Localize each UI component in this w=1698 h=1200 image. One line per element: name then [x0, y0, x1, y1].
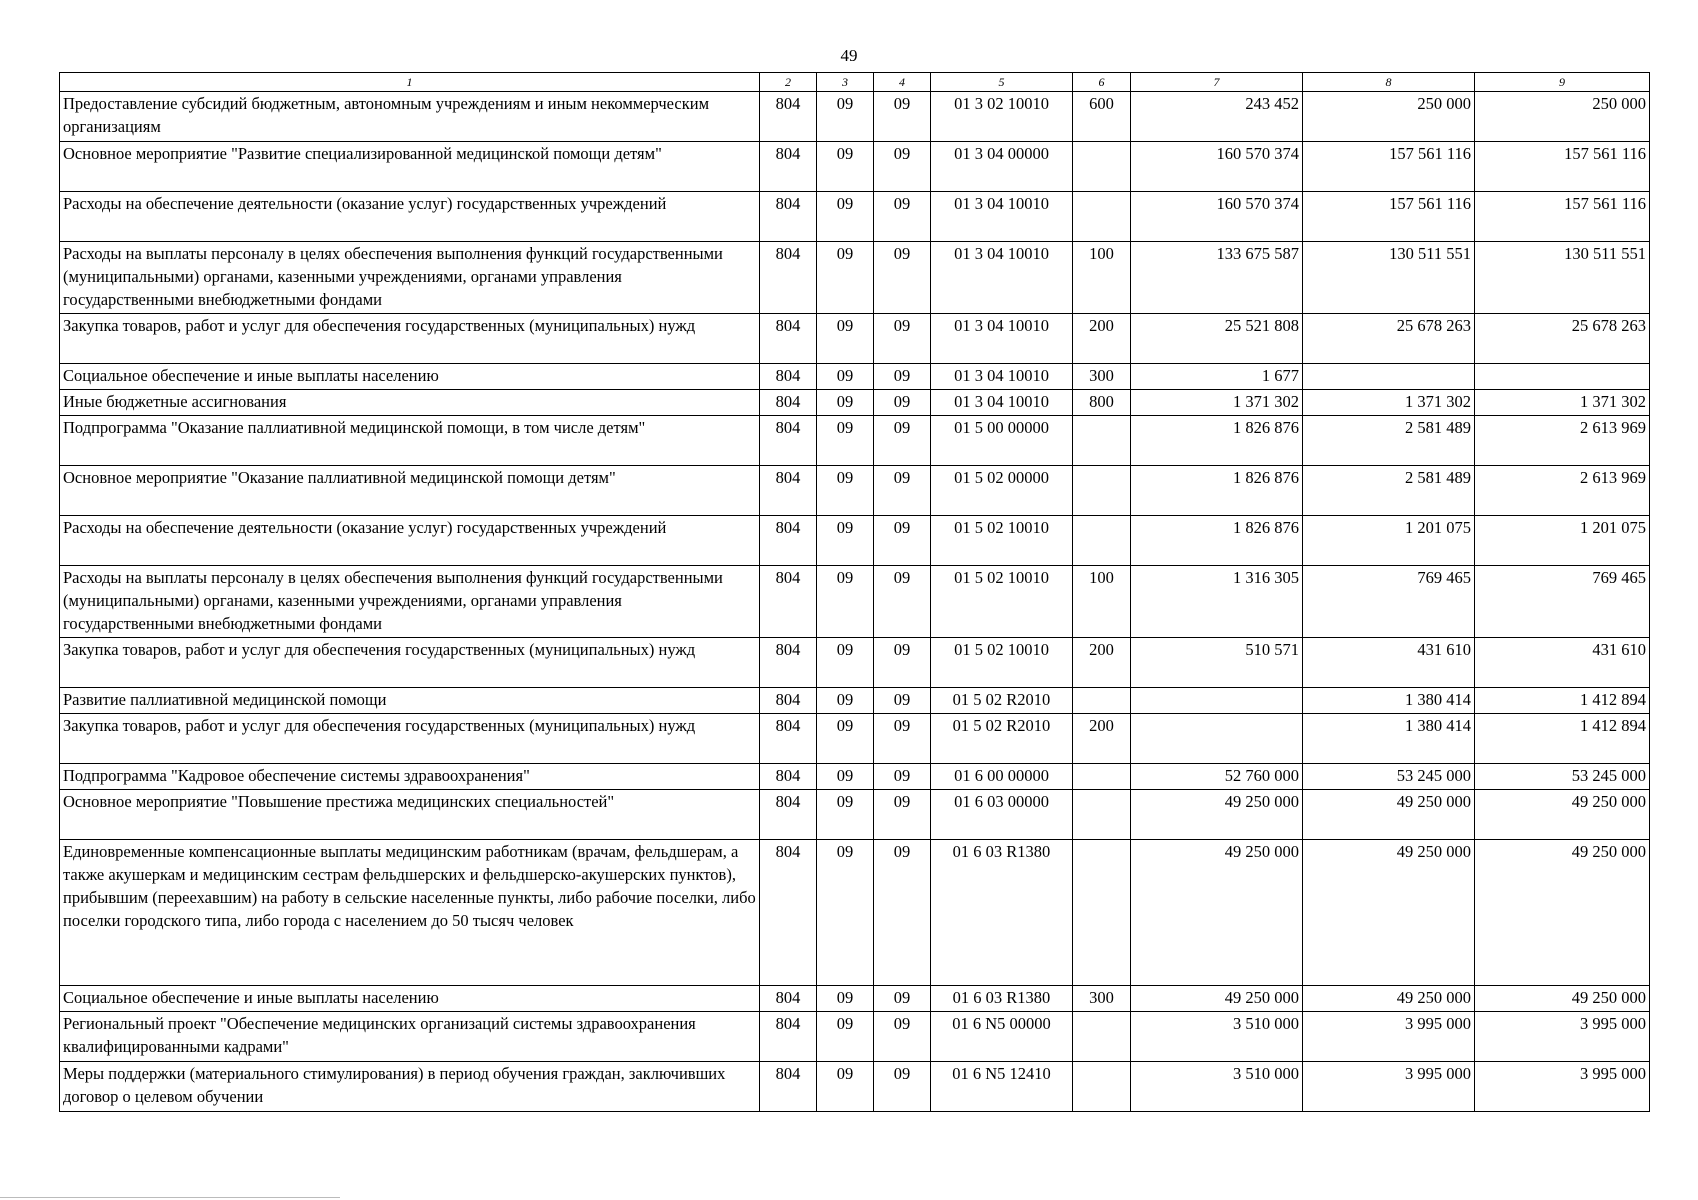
cell-c4: 09	[874, 390, 931, 416]
table-row	[60, 764, 1650, 790]
cell-c3: 09	[817, 142, 874, 192]
cell-c2: 804	[760, 466, 817, 516]
cell-c5: 01 5 02 10010	[931, 566, 1073, 638]
column-header: 6	[1073, 73, 1131, 92]
table-body	[60, 92, 1650, 1112]
row-name-cell: Единовременные компенсационные выплаты медицинским работникам (врачам, фельдшерам, а также акушеркам и медицинским сестрам фельдшерских и фельдшерско-акушерских пунктов), прибывшим (переехавшим) на работу в сельские населенные пункты, либо рабочие поселки, либо поселки городского типа, либо города с населением до 50 тысяч человек	[60, 840, 760, 986]
cell-c9: 1 412 894	[1475, 688, 1650, 714]
page-number: 49	[840, 46, 858, 65]
cell-c7: 1 677	[1131, 364, 1303, 390]
cell-c3: 09	[817, 1012, 874, 1062]
cell-c2: 804	[760, 790, 817, 840]
cell-c8: 2 581 489	[1303, 416, 1475, 466]
row-name-cell: Расходы на выплаты персоналу в целях обеспечения выполнения функций государственными (муниципальными) органами, казенными учреждениями, органами управления государственными внебюджетными фондами	[60, 566, 760, 638]
cell-c9: 130 511 551	[1475, 242, 1650, 314]
cell-c6	[1073, 516, 1131, 566]
table-row	[60, 142, 1650, 192]
table-row	[60, 714, 1650, 764]
cell-c5: 01 5 02 R2010	[931, 714, 1073, 764]
cell-c9: 2 613 969	[1475, 416, 1650, 466]
cell-c9: 769 465	[1475, 566, 1650, 638]
cell-c7: 1 371 302	[1131, 390, 1303, 416]
cell-c6	[1073, 764, 1131, 790]
cell-c2: 804	[760, 714, 817, 764]
cell-c8: 49 250 000	[1303, 986, 1475, 1012]
table-row	[60, 638, 1650, 688]
cell-c9: 25 678 263	[1475, 314, 1650, 364]
cell-c5: 01 3 04 00000	[931, 142, 1073, 192]
cell-c9: 1 412 894	[1475, 714, 1650, 764]
table-row	[60, 1062, 1650, 1112]
cell-c7: 25 521 808	[1131, 314, 1303, 364]
row-name-cell: Подпрограмма "Оказание паллиативной медицинской помощи, в том числе детям"	[60, 416, 760, 466]
cell-c6: 100	[1073, 566, 1131, 638]
row-name-cell: Предоставление субсидий бюджетным, автономным учреждениям и иным некоммерческим организациям	[60, 92, 760, 142]
cell-c9: 250 000	[1475, 92, 1650, 142]
cell-c8: 49 250 000	[1303, 790, 1475, 840]
cell-c2: 804	[760, 314, 817, 364]
cell-c5: 01 5 02 10010	[931, 516, 1073, 566]
cell-c5: 01 5 00 00000	[931, 416, 1073, 466]
table-row	[60, 314, 1650, 364]
cell-c6: 600	[1073, 92, 1131, 142]
table-row	[60, 688, 1650, 714]
row-name-cell: Расходы на обеспечение деятельности (оказание услуг) государственных учреждений	[60, 192, 760, 242]
cell-c4: 09	[874, 840, 931, 986]
cell-c7: 3 510 000	[1131, 1062, 1303, 1112]
cell-c8: 1 371 302	[1303, 390, 1475, 416]
cell-c9: 49 250 000	[1475, 986, 1650, 1012]
cell-c4: 09	[874, 790, 931, 840]
cell-c6: 200	[1073, 314, 1131, 364]
cell-c8	[1303, 364, 1475, 390]
cell-c4: 09	[874, 242, 931, 314]
cell-c2: 804	[760, 242, 817, 314]
cell-c3: 09	[817, 790, 874, 840]
table-row	[60, 986, 1650, 1012]
cell-c8: 1 201 075	[1303, 516, 1475, 566]
row-name-cell: Меры поддержки (материального стимулирования) в период обучения граждан, заключивших договор о целевом обучении	[60, 1062, 760, 1112]
cell-c8: 1 380 414	[1303, 688, 1475, 714]
cell-c2: 804	[760, 390, 817, 416]
cell-c3: 09	[817, 714, 874, 764]
cell-c7: 52 760 000	[1131, 764, 1303, 790]
cell-c5: 01 3 04 10010	[931, 192, 1073, 242]
cell-c5: 01 6 03 R1380	[931, 840, 1073, 986]
table-row	[60, 192, 1650, 242]
cell-c2: 804	[760, 764, 817, 790]
cell-c6	[1073, 142, 1131, 192]
cell-c9: 3 995 000	[1475, 1012, 1650, 1062]
cell-c4: 09	[874, 714, 931, 764]
cell-c2: 804	[760, 1062, 817, 1112]
row-name-cell: Расходы на выплаты персоналу в целях обеспечения выполнения функций государственными (муниципальными) органами, казенными учреждениями, органами управления государственными внебюджетными фондами	[60, 242, 760, 314]
cell-c4: 09	[874, 764, 931, 790]
row-name-cell: Расходы на обеспечение деятельности (оказание услуг) государственных учреждений	[60, 516, 760, 566]
cell-c9: 157 561 116	[1475, 192, 1650, 242]
cell-c2: 804	[760, 516, 817, 566]
cell-c4: 09	[874, 638, 931, 688]
row-name-cell: Подпрограмма "Кадровое обеспечение системы здравоохранения"	[60, 764, 760, 790]
row-name-cell: Основное мероприятие "Повышение престижа медицинских специальностей"	[60, 790, 760, 840]
cell-c8: 53 245 000	[1303, 764, 1475, 790]
cell-c4: 09	[874, 142, 931, 192]
cell-c2: 804	[760, 364, 817, 390]
cell-c3: 09	[817, 466, 874, 516]
column-number-row	[60, 73, 1650, 92]
cell-c7: 49 250 000	[1131, 840, 1303, 986]
cell-c2: 804	[760, 638, 817, 688]
table-row	[60, 416, 1650, 466]
cell-c9	[1475, 364, 1650, 390]
cell-c7: 3 510 000	[1131, 1012, 1303, 1062]
cell-c4: 09	[874, 466, 931, 516]
cell-c7: 49 250 000	[1131, 790, 1303, 840]
column-header: 4	[874, 73, 931, 92]
cell-c5: 01 6 N5 00000	[931, 1012, 1073, 1062]
cell-c7: 49 250 000	[1131, 986, 1303, 1012]
cell-c3: 09	[817, 688, 874, 714]
table-row	[60, 566, 1650, 638]
table-row	[60, 364, 1650, 390]
cell-c3: 09	[817, 192, 874, 242]
row-name-cell: Основное мероприятие "Оказание паллиативной медицинской помощи детям"	[60, 466, 760, 516]
cell-c8: 3 995 000	[1303, 1012, 1475, 1062]
cell-c6	[1073, 416, 1131, 466]
row-name-cell: Закупка товаров, работ и услуг для обеспечения государственных (муниципальных) нужд	[60, 638, 760, 688]
cell-c2: 804	[760, 688, 817, 714]
cell-c3: 09	[817, 390, 874, 416]
cell-c7: 1 826 876	[1131, 466, 1303, 516]
cell-c3: 09	[817, 1062, 874, 1112]
cell-c6	[1073, 1062, 1131, 1112]
column-header: 5	[931, 73, 1073, 92]
cell-c7	[1131, 688, 1303, 714]
cell-c5: 01 3 04 10010	[931, 390, 1073, 416]
cell-c2: 804	[760, 192, 817, 242]
cell-c6: 300	[1073, 986, 1131, 1012]
cell-c9: 49 250 000	[1475, 840, 1650, 986]
cell-c9: 49 250 000	[1475, 790, 1650, 840]
cell-c3: 09	[817, 416, 874, 466]
column-header: 2	[760, 73, 817, 92]
cell-c6: 100	[1073, 242, 1131, 314]
cell-c9: 2 613 969	[1475, 466, 1650, 516]
cell-c6	[1073, 1012, 1131, 1062]
table-row	[60, 1012, 1650, 1062]
table-row	[60, 390, 1650, 416]
cell-c8: 157 561 116	[1303, 192, 1475, 242]
cell-c6	[1073, 192, 1131, 242]
scan-artifact	[0, 1197, 340, 1198]
cell-c4: 09	[874, 1062, 931, 1112]
cell-c4: 09	[874, 192, 931, 242]
cell-c5: 01 5 02 00000	[931, 466, 1073, 516]
table-row	[60, 840, 1650, 986]
cell-c5: 01 6 N5 12410	[931, 1062, 1073, 1112]
table-row	[60, 790, 1650, 840]
cell-c6: 200	[1073, 714, 1131, 764]
cell-c3: 09	[817, 566, 874, 638]
cell-c5: 01 3 04 10010	[931, 364, 1073, 390]
cell-c6	[1073, 790, 1131, 840]
cell-c7: 160 570 374	[1131, 192, 1303, 242]
row-name-cell: Основное мероприятие "Развитие специализированной медицинской помощи детям"	[60, 142, 760, 192]
table-row	[60, 516, 1650, 566]
budget-table	[59, 72, 1650, 1112]
cell-c6	[1073, 840, 1131, 986]
cell-c3: 09	[817, 314, 874, 364]
cell-c2: 804	[760, 416, 817, 466]
cell-c6: 300	[1073, 364, 1131, 390]
cell-c7: 510 571	[1131, 638, 1303, 688]
cell-c7: 1 316 305	[1131, 566, 1303, 638]
row-name-cell: Закупка товаров, работ и услуг для обеспечения государственных (муниципальных) нужд	[60, 714, 760, 764]
cell-c2: 804	[760, 566, 817, 638]
cell-c8: 49 250 000	[1303, 840, 1475, 986]
cell-c6	[1073, 688, 1131, 714]
cell-c2: 804	[760, 142, 817, 192]
cell-c2: 804	[760, 92, 817, 142]
cell-c2: 804	[760, 840, 817, 986]
cell-c7	[1131, 714, 1303, 764]
row-name-cell: Региональный проект "Обеспечение медицинских организаций системы здравоохранения квалифицированными кадрами"	[60, 1012, 760, 1062]
cell-c8: 250 000	[1303, 92, 1475, 142]
column-header: 3	[817, 73, 874, 92]
cell-c9: 3 995 000	[1475, 1062, 1650, 1112]
cell-c3: 09	[817, 764, 874, 790]
cell-c3: 09	[817, 516, 874, 566]
cell-c4: 09	[874, 1012, 931, 1062]
row-name-cell: Социальное обеспечение и иные выплаты населению	[60, 986, 760, 1012]
cell-c4: 09	[874, 986, 931, 1012]
cell-c3: 09	[817, 242, 874, 314]
cell-c4: 09	[874, 416, 931, 466]
cell-c5: 01 3 04 10010	[931, 242, 1073, 314]
cell-c4: 09	[874, 516, 931, 566]
row-name-cell: Развитие паллиативной медицинской помощи	[60, 688, 760, 714]
cell-c5: 01 5 02 R2010	[931, 688, 1073, 714]
cell-c8: 130 511 551	[1303, 242, 1475, 314]
cell-c3: 09	[817, 840, 874, 986]
column-header: 7	[1131, 73, 1303, 92]
cell-c9: 1 201 075	[1475, 516, 1650, 566]
table-row	[60, 242, 1650, 314]
cell-c8: 1 380 414	[1303, 714, 1475, 764]
table-row	[60, 466, 1650, 516]
cell-c4: 09	[874, 688, 931, 714]
cell-c5: 01 6 00 00000	[931, 764, 1073, 790]
cell-c5: 01 5 02 10010	[931, 638, 1073, 688]
cell-c7: 243 452	[1131, 92, 1303, 142]
table-row	[60, 92, 1650, 142]
cell-c8: 2 581 489	[1303, 466, 1475, 516]
cell-c4: 09	[874, 364, 931, 390]
cell-c8: 157 561 116	[1303, 142, 1475, 192]
cell-c8: 431 610	[1303, 638, 1475, 688]
cell-c3: 09	[817, 92, 874, 142]
cell-c4: 09	[874, 566, 931, 638]
row-name-cell: Социальное обеспечение и иные выплаты населению	[60, 364, 760, 390]
cell-c8: 769 465	[1303, 566, 1475, 638]
cell-c6	[1073, 466, 1131, 516]
cell-c2: 804	[760, 986, 817, 1012]
cell-c9: 157 561 116	[1475, 142, 1650, 192]
cell-c9: 1 371 302	[1475, 390, 1650, 416]
cell-c7: 133 675 587	[1131, 242, 1303, 314]
cell-c5: 01 3 02 10010	[931, 92, 1073, 142]
cell-c8: 3 995 000	[1303, 1062, 1475, 1112]
cell-c6: 200	[1073, 638, 1131, 688]
column-header: 1	[60, 73, 760, 92]
cell-c3: 09	[817, 364, 874, 390]
cell-c2: 804	[760, 1012, 817, 1062]
column-header: 9	[1475, 73, 1650, 92]
cell-c9: 431 610	[1475, 638, 1650, 688]
cell-c7: 1 826 876	[1131, 416, 1303, 466]
cell-c6: 800	[1073, 390, 1131, 416]
row-name-cell: Закупка товаров, работ и услуг для обеспечения государственных (муниципальных) нужд	[60, 314, 760, 364]
cell-c3: 09	[817, 638, 874, 688]
row-name-cell: Иные бюджетные ассигнования	[60, 390, 760, 416]
cell-c8: 25 678 263	[1303, 314, 1475, 364]
cell-c3: 09	[817, 986, 874, 1012]
cell-c7: 160 570 374	[1131, 142, 1303, 192]
cell-c5: 01 3 04 10010	[931, 314, 1073, 364]
cell-c4: 09	[874, 314, 931, 364]
column-header: 8	[1303, 73, 1475, 92]
cell-c4: 09	[874, 92, 931, 142]
cell-c9: 53 245 000	[1475, 764, 1650, 790]
cell-c5: 01 6 03 00000	[931, 790, 1073, 840]
cell-c5: 01 6 03 R1380	[931, 986, 1073, 1012]
cell-c7: 1 826 876	[1131, 516, 1303, 566]
